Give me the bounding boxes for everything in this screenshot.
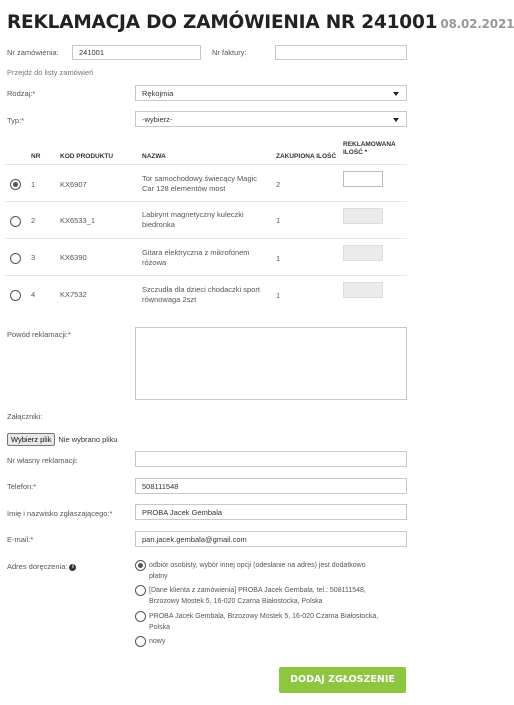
type-select[interactable] [135,111,407,127]
col-header-qty: ZAKUPIONA ILOŚĆ [276,153,337,160]
delivery-label [7,562,76,571]
row-4-qty: 1 [276,291,281,300]
col-header-claimed-line1: REKLAMOWANA [343,141,396,148]
row-2-claimed-qty[interactable] [343,208,383,224]
col-header-claimed-line2: ILOŚĆ * [343,149,368,156]
row-3-name: Gitara elektryczna z mikrofonem różowa [142,248,250,267]
row-3-radio[interactable] [10,253,21,264]
page-title [7,12,514,33]
col-header-name: NAZWA [142,153,166,160]
row-4-radio[interactable] [10,290,21,301]
reason-textarea[interactable] [135,327,407,400]
add-claim-button[interactable]: DODAJ ZGŁOSZENIE [279,667,406,693]
delivery-option-2-line1: [Dane klienta z zamówienia] PROBA Jacek Gembala, tel.: 508111548, [149,587,366,594]
order-number-label: Nr zamówienia: [7,48,59,57]
delivery-option-1-line1: odbiór osobisty, wybór innej opcji (odesłanie na adres) jest dodatkowo [149,562,366,569]
order-number-field[interactable] [72,45,201,60]
own-number-field[interactable] [135,451,407,467]
name-field[interactable] [135,504,407,520]
delivery-option-4-radio[interactable] [135,636,146,647]
row-2-name: Labirynt magnetyczny kuleczki biedronka [142,210,244,229]
col-header-nr: NR [31,153,41,160]
type-label: Typ:* [7,116,25,125]
name-label: Imię i nazwisko zgłaszającego:* [7,509,113,518]
delivery-option-2-line2: Brzozowy Mostek 5, 16-020 Czarna Białostocka, Polska [149,598,323,605]
attachments-label: Załączniki: [7,412,43,421]
phone-label: Telefon:* [7,482,37,491]
divider [5,275,407,276]
title-text: REKLAMACJA DO ZAMÓWIENIA NR 241001 [7,12,438,33]
invoice-number-field[interactable] [275,45,407,60]
kind-select[interactable] [135,85,407,101]
delivery-option-3-radio[interactable] [135,611,146,622]
own-number-label: Nr własny reklamacji: [7,456,78,465]
col-header-claimed [343,141,396,157]
delivery-label-text: Adres doręczenia: [7,562,68,571]
delivery-option-4-text: nowy [149,638,166,645]
divider [5,201,407,202]
type-select-value: -wybierz- [142,115,173,124]
divider [5,238,407,239]
row-2-code: KX6533_1 [60,216,96,225]
email-label: E-mail:* [7,535,34,544]
phone-field[interactable] [135,478,407,494]
row-2-nr: 2 [31,216,36,225]
email-field[interactable] [135,531,407,547]
row-1-code: KX6907 [60,180,87,189]
choose-file-button[interactable]: Wybierz plik [7,433,55,446]
row-3-qty: 1 [276,254,281,263]
row-4-name: Szczudła dla dzieci chodaczki sport równowaga 2szt [142,285,260,304]
delivery-option-2-radio[interactable] [135,585,146,596]
row-1-name: Tor samochodowy świecący Magic Car 128 elementów most [142,174,258,193]
row-1-qty: 2 [276,180,281,189]
file-picker [7,429,118,447]
row-1-claimed-qty[interactable] [343,171,383,187]
chevron-down-icon [393,92,399,96]
kind-select-value: Rękojmia [142,89,174,98]
row-1-nr: 1 [31,180,36,189]
row-3-nr: 3 [31,253,36,262]
order-list-link[interactable]: Przejdź do listy zamówień [7,68,94,77]
row-2-qty: 1 [276,216,281,225]
row-4-nr: 4 [31,290,36,299]
col-header-code: KOD PRODUKTU [60,153,114,160]
delivery-option-3-text [149,611,378,633]
invoice-number-label: Nr faktury: [212,48,247,57]
delivery-option-1-line2: płatny [149,573,168,580]
file-status: Nie wybrano pliku [58,435,118,444]
row-4-claimed-qty[interactable] [343,282,383,298]
delivery-option-3-line1: PROBA Jacek Gembala, Brzozowy Mostek 5, 16-020 Czarna Białostocka, [149,613,379,620]
reason-label: Powód reklamacji:* [7,330,71,339]
delivery-option-1-text [149,560,366,582]
kind-label: Rodzaj:* [7,89,36,98]
delivery-option-3-line2: Polska [149,624,171,631]
chevron-down-icon [393,118,399,122]
row-4-code: KX7532 [60,290,87,299]
delivery-option-1-radio[interactable] [135,560,146,571]
order-date: 08.02.2021 [440,17,514,31]
divider [5,164,407,165]
info-icon: i [69,564,76,571]
row-3-claimed-qty[interactable] [343,245,383,261]
row-2-radio[interactable] [10,216,21,227]
row-3-code: KX6390 [60,253,87,262]
delivery-option-2-text [149,585,366,607]
row-1-radio[interactable] [10,179,21,190]
